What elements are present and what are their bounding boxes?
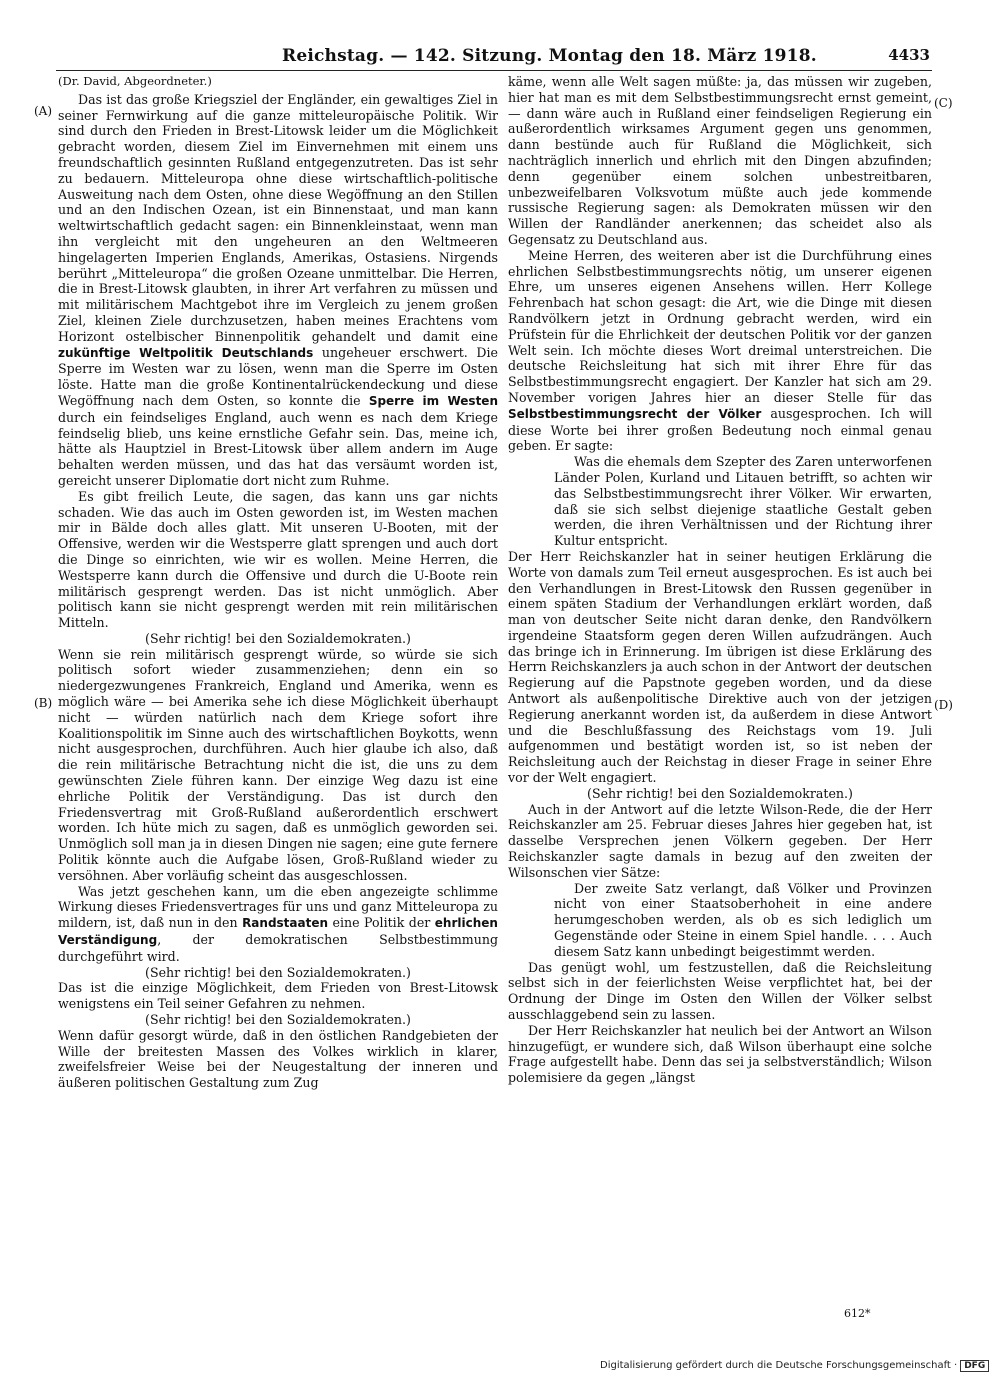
dfg-logo: DFG — [960, 1360, 989, 1372]
left-column — [58, 74, 498, 1091]
bold-phrase: Selbstbestimmungsrecht der Völker — [508, 406, 762, 421]
interjection: (Sehr richtig! bei den Sozialdemokraten.) — [587, 785, 853, 801]
page-number: 4433 — [888, 46, 930, 64]
bold-phrase: Randstaaten — [242, 916, 329, 931]
interjection: (Sehr richtig! bei den Sozialdemokraten.) — [145, 964, 411, 980]
paragraph: Auch in der Antwort auf die letzte Wilson-Rede, die der Herr Reichskanzler am 25. Februar dieses Jahres hier gegeben hat, ist dasselbe Versprechen jenen Völkern gegeben. Der Herr Reichskanzler sagte damals in bezug auf den zweiten der Wilsonschen vier Sätze: — [508, 801, 932, 880]
sheet-signature: 612* — [844, 1307, 871, 1320]
paragraph: Der Herr Reichskanzler hat in seiner heutigen Erklärung die Worte von damals zum Teil erneut ausgesprochen. Es ist auch bei den Verhandlungen in Brest-Litowsk den Russen gegenüber in einem späten Stadium der Verhandlungen erklärt worden, daß man von deutscher Seite nicht daran denke, den Randvölkern irgendeine Staatsform gegen deren Willen aufzudrängen. Auch das bringe ich in Erinnerung. Im übrigen ist diese Erklärung des Herrn Reichskanzlers ja auch schon in der Antwort der deutschen Regierung auf die Papstnote gegeben worden, und da diese Antwort als außenpolitische Direktive auch von der jetzigen Regierung anerkannt worden ist, da außerdem in diese Antwort und die Beschlußfassung des Reichstags vom 19. Juli aufgenommen und bestätigt worden ist, so ist neben der Reichsleitung auch der Reichstag in dieser Frage in seiner Ehre vor der Welt engagiert. — [508, 548, 932, 786]
interjection: (Sehr richtig! bei den Sozialdemokraten.) — [145, 1012, 411, 1028]
margin-mark-d: (D) — [934, 698, 953, 712]
text-run: , der demokratischen Selbstbestimmung durchgeführt wird. — [58, 932, 498, 964]
paragraph — [58, 884, 498, 965]
text-run: ausgesprochen. Ich will diese Worte bei ihrer großen Bedeutung noch einmal genau geben. Er sagte: — [508, 405, 932, 454]
text-run: ungeheuer erschwert. Die Sperre im Westen war zu lösen, wenn man die Sperre im Osten löste. Hatte man die große Kontinentalrückendeckung und diese Wegöffnung nach dem Osten, so konnte die — [58, 344, 498, 408]
paragraph: Wenn sie rein militärisch gesprengt würde, so würde sie sich politisch sofort wieder zusammenziehen; denn ein so niedergezwungenes Frankreich, England und Amerika, wenn es möglich wäre — bei Amerika sehe ich diese Möglichkeit überhaupt nicht — würden natürlich nach dem Kriege sofort ihre Koalitionspolitik im Sinne auch des wirtschaftlichen Boykotts, wenn nicht ausgesprochen, durchführen. Auch hier glaube ich also, daß die rein militärische Betrachtung nicht die ist, die uns zu dem gewünschten Ziele führen kann. Der einzige Weg dazu ist eine ehrliche Politik der Verständigung. Das ist durch den Friedensvertrag mit Groß-Rußland außerordentlich erschwert worden. Ich hüte mich zu sagen, daß es unmöglich geworden sei. Unmöglich soll man ja in diesen Dingen nie sagen; eine gute fernere Politik könnte auch die Aufgabe lösen, Groß-Rußland wieder zu versöhnen. Aber vorläufig scheint das ausgeschlossen. — [58, 646, 498, 883]
bold-phrase: ehrlichen Verständigung — [58, 916, 498, 948]
paragraph: Wenn dafür gesorgt würde, daß in den östlichen Randgebieten der Wille der breitesten Massen des Volkes wirklich in klarer, zweifelsfreier Weise bei der Neugestaltung der inneren und äußeren politischen Gestaltung zum Zug — [58, 1027, 498, 1091]
text-run: Meine Herren, des weiteren aber ist die Durchführung eines ehrlichen Selbstbestimmungsrechts nötig, um unserer eigenen Ehre, um unseres eigenen Ansehens willen. Herr Kollege Fehrenbach hat schon gesagt: die Art, wie die Dinge mit diesen Randvölkern jetzt in Ordnung gebracht werden, wird ein Prüfstein für die Ehrlichkeit der deutschen Politik vor der ganzen Welt sein. Ich möchte dieses Wort dreimal unterstreichen. Die deutsche Reichsleitung hat sich mit ihrer Ehre für das Selbstbestimmungsrecht engagiert. Der Kanzler hat sich am 29. November vorigen Jahres hier an dieser Stelle für das — [508, 247, 932, 405]
paragraph — [58, 92, 498, 489]
margin-mark-a: (A) — [34, 104, 53, 118]
text-run: eine Politik der — [332, 915, 431, 931]
bold-phrase: Sperre im Westen — [368, 393, 498, 408]
header-rule — [56, 70, 932, 71]
text-run: Das ist das große Kriegsziel der Engländer, ein gewaltiges Ziel in seiner Fernwirkung auf die ganze mitteleuropäische Politik. Wir sind durch den Frieden in Brest-Litowsk leider um die Möglichkeit gebracht worden, diesem Ziel im Einvernehmen mit einem uns freundschaftlich gesinnten Rußland entgegenzutreten. Das ist sehr zu bedauern. Mitteleuropa ohne diese wirtschaftlich-politische Ausweitung nach dem Osten, ohne diese Wegöffnung an den Stillen und an den Indischen Ozean, ist ein Binnenstaat, und man kann weltwirtschaftlich gedacht sagen: ein Binnenkleinstaat, wenn man ihn vergleicht mit den ungeheuren an den Weltmeeren hingelagerten Imperien Englands, Amerikas, Ostasiens. Nirgends berührt „Mitteleuropa“ die großen Ozeane unmittelbar. Die Herren, die in Brest-Litowsk glaubten, in ihrer Art verfahren zu müssen und mit militärischem Machtgebot ihre im Vergleich zu jenem großen Ziel, kleinen Ziele durchzusetzen, haben meines Erachtens vom Horizont ostelbischer Binnenpolitik gehandelt und damit eine — [58, 91, 498, 344]
block-quote: Was die ehemals dem Szepter des Zaren unterworfenen Länder Polen, Kurland und Litauen betrifft, so achten wir das Selbstbestimmungsrecht ihrer Völker. Wir erwarten, daß sie sich selbst diejenige staatliche Gestalt geben werden, die ihren Verhältnissen und der Richtung ihrer Kultur entspricht. — [554, 454, 932, 549]
margin-mark-b: (B) — [34, 696, 53, 710]
bold-phrase: zukünftige Weltpolitik Deutschlands — [58, 345, 314, 360]
footer-text: Digitalisierung gefördert durch die Deutsche Forschungsgemeinschaft · — [600, 1360, 958, 1371]
text-run: durch ein feindseliges England, auch wenn es nach dem Kriege feindselig blieb, uns keine ernstliche Gefahr sein. Das, meine ich, hätte als Hauptziel in Brest-Litowsk über allem andern im Auge behalten werden müssen, und das hat das versäumt worden ist, gereicht unserer Diplomatie dort nicht zum Ruhme. — [58, 409, 498, 488]
block-quote: Der zweite Satz verlangt, daß Völker und Provinzen nicht von einer Staatsoberhoheit in eine andere herumgeschoben werden, als ob es sich lediglich um Gegenstände oder Steine in einem Spiel handle. . . . Auch diesem Satz kann unbedingt beigestimmt werden. — [554, 880, 932, 959]
paragraph: Es gibt freilich Leute, die sagen, das kann uns gar nichts schaden. Wie das auch im Osten geworden ist, im Westen machen mir in Bälde doch alles glatt. Mit unseren U-Booten, mit der Offensive, werden wir die Westsperre glatt sprengen und auch dort die Dinge so einrichten, wie wir es wollen. Meine Herren, die Westsperre kann durch die Offensive und durch die U-Boote rein militärisch gesprengt werden. Das ist nicht unmöglich. Aber politisch kann sie nicht gesprengt werden mit rein militärischen Mitteln. — [58, 488, 498, 631]
header-title: Reichstag. — 142. Sitzung. Montag den 18. März 1918. — [282, 46, 817, 66]
interjection: (Sehr richtig! bei den Sozialdemokraten.) — [145, 630, 411, 646]
paragraph: Das ist die einzige Möglichkeit, dem Frieden von Brest-Litowsk wenigstens ein Teil seiner Gefahren zu nehmen. — [58, 980, 498, 1012]
paragraph: Das genügt wohl, um festzustellen, daß die Reichsleitung selbst sich in der feierlichsten Weise verpflichtet hat, bei der Ordnung der Dinge im Osten den Willen der Völker selbst ausschlaggebend sein zu lassen. — [508, 959, 932, 1023]
footer-credit — [600, 1360, 989, 1372]
paragraph: käme, wenn alle Welt sagen müßte: ja, das müssen wir zugeben, hier hat man es mit dem Selbstbestimmungsrecht ernst gemeint, — dann wäre auch in Rußland einer feindseligen Regierung ein außerordentlich wirksames Argument gegen uns genommen, dann bestünde auch für Rußland die Möglichkeit, sich nachträglich innerlich und ehrlich mit den Dingen abzufinden; denn gegenüber einem solchen unbestreitbaren, unbezweifelbaren Volksvotum müßte auch jede kommende russische Regierung sagen: als Demokraten müssen wir den Willen der Randländer anerkennen; das scheidet also als Gegensatz zu Deutschland aus. — [508, 74, 932, 247]
paragraph: Der Herr Reichskanzler hat neulich bei der Antwort an Wilson hinzugefügt, er wundere sich, daß Wilson überhaupt eine solche Frage aufgestellt habe. Denn das sei ja selbstverständlich; Wilson polemisiere da gegen „längst — [508, 1022, 932, 1086]
speaker-label: (Dr. David, Abgeordneter.) — [58, 74, 212, 88]
paragraph — [508, 248, 932, 454]
margin-mark-c: (C) — [934, 96, 953, 110]
right-column — [508, 74, 932, 1086]
text-run: Was jetzt geschehen kann, um die eben angezeigte schlimme Wirkung dieses Friedensvertrages für uns und ganz Mitteleuropa zu mildern, ist, daß nun in den — [58, 883, 498, 931]
